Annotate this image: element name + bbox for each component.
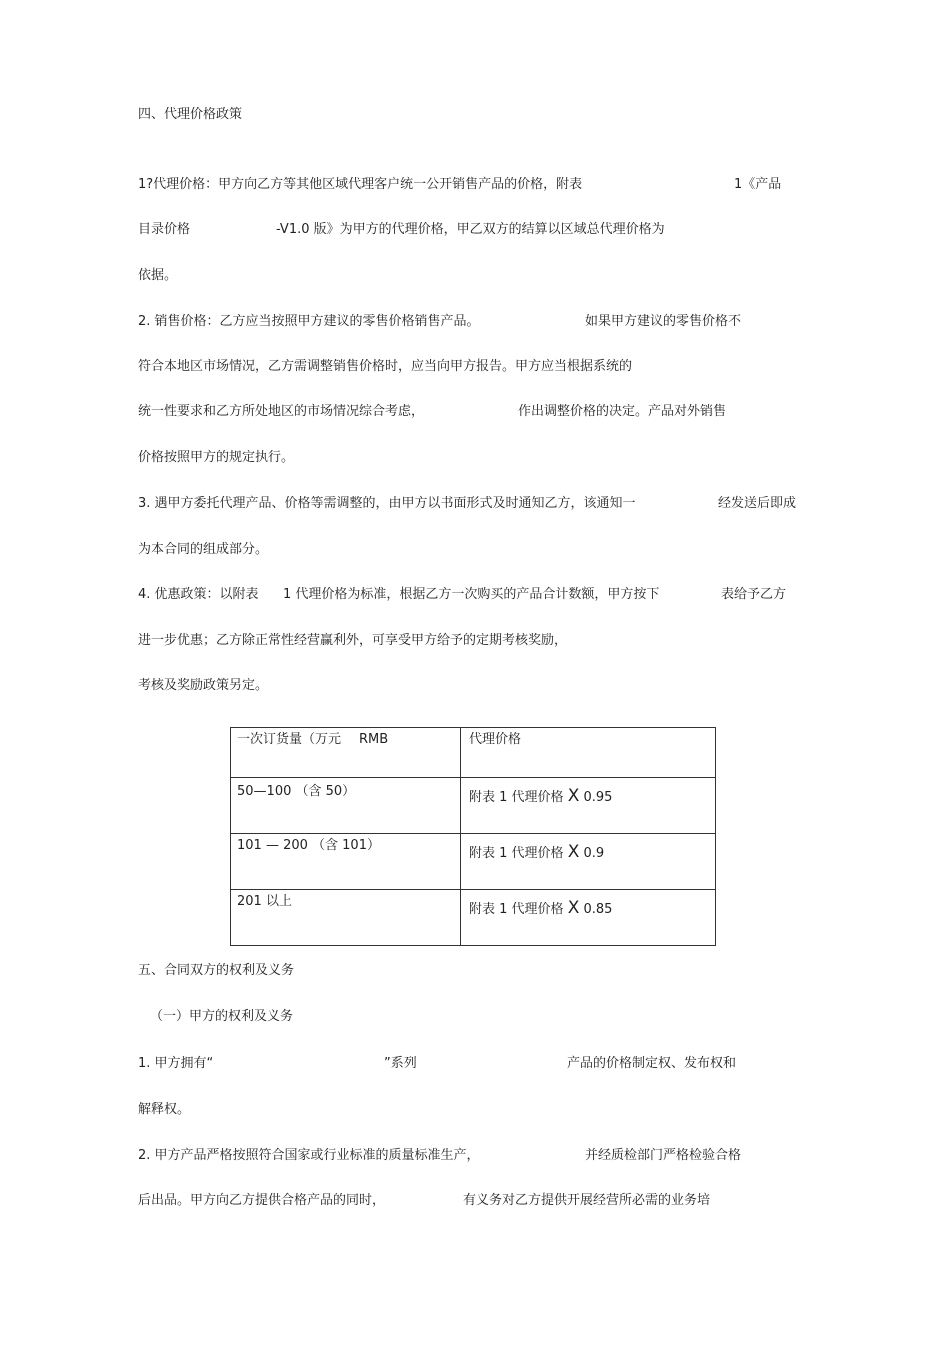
section-five-title: 五、合同双方的权利及义务 <box>138 963 295 978</box>
price-prefix: 附表 1 代理价格 <box>469 790 564 805</box>
f2-line2-a: 后出品。甲方向乙方提供合格产品的同时， <box>138 1193 386 1208</box>
price-cell <box>461 834 716 890</box>
p1-line2-a: 目录价格 <box>138 222 191 237</box>
multiply-sign: X <box>567 898 580 918</box>
f2-line2-b: 有义务对乙方提供开展经营所必需的业务培 <box>463 1193 711 1208</box>
price-prefix: 附表 1 代理价格 <box>469 902 564 917</box>
p3-line1-a: 3. 遇甲方委托代理产品、价格等需调整的，由甲方以书面形式及时通知乙方，该通知一 <box>138 496 636 511</box>
p1-line3: 依据。 <box>138 268 178 283</box>
f1-line2: 解释权。 <box>138 1102 191 1117</box>
price-cell <box>461 778 716 834</box>
p4-line1-a: 4. 优惠政策：以附表 <box>138 587 259 602</box>
header-price-label: 代理价格 <box>469 732 522 747</box>
f1-line1-b: ”系列 <box>384 1056 417 1071</box>
multiply-sign: X <box>567 842 580 862</box>
table-row <box>231 890 716 946</box>
price-factor: 0.85 <box>583 902 613 917</box>
p4-line1-b: 1 代理价格为标准，根据乙方一次购买的产品合计数额，甲方按下 <box>283 587 660 602</box>
p4-line2: 进一步优惠；乙方除正常性经营赢利外，可享受甲方给予的定期考核奖励， <box>138 633 568 648</box>
multiply-sign: X <box>567 786 580 806</box>
f2-line1-b: 并经质检部门严格检验合格 <box>585 1148 742 1163</box>
table-row <box>231 834 716 890</box>
p2-line3-b: 作出调整价格的决定。产品对外销售 <box>518 404 727 419</box>
p4-line3: 考核及奖励政策另定。 <box>138 678 269 693</box>
f1-line1-a: 1. 甲方拥有“ <box>138 1056 214 1071</box>
qty-cell: 201 以上 <box>231 890 461 946</box>
p1-line1-a: 1?代理价格：甲方向乙方等其他区域代理客户统一公开销售产品的价格，附表 <box>138 177 583 192</box>
p2-line4: 价格按照甲方的规定执行。 <box>138 450 295 465</box>
p4-line1-c: 表给予乙方 <box>721 587 787 602</box>
p2-line1-a: 2. 销售价格：乙方应当按照甲方建议的零售价格销售产品。 <box>138 314 480 329</box>
section-four-title: 四、代理价格政策 <box>138 107 243 122</box>
price-prefix: 附表 1 代理价格 <box>469 846 564 861</box>
price-factor: 0.95 <box>583 790 613 805</box>
p3-line1-b: 经发送后即成 <box>718 496 797 511</box>
p2-line3-a: 统一性要求和乙方所处地区的市场情况综合考虑， <box>138 404 425 419</box>
p2-line2: 符合本地区市场情况，乙方需调整销售价格时，应当向甲方报告。甲方应当根据系统的 <box>138 359 633 374</box>
p2-line1-b: 如果甲方建议的零售价格不 <box>585 314 742 329</box>
discount-table <box>230 727 716 946</box>
f1-line1-c: 产品的价格制定权、发布权和 <box>567 1056 737 1071</box>
qty-cell: 50—100 （含 50） <box>231 778 461 834</box>
p3-line2: 为本合同的组成部分。 <box>138 542 269 557</box>
f2-line1-a: 2. 甲方产品严格按照符合国家或行业标准的质量标准生产， <box>138 1148 480 1163</box>
p1-line2-b: -V1.0 版》为甲方的代理价格，甲乙双方的结算以区域总代理价格为 <box>276 222 665 237</box>
price-cell <box>461 890 716 946</box>
p1-line1-b: 1《产品 <box>734 177 782 192</box>
price-factor: 0.9 <box>583 846 605 861</box>
qty-cell: 101 — 200 （含 101） <box>231 834 461 890</box>
table-row <box>231 778 716 834</box>
table-header-row <box>231 728 716 778</box>
section-five-subtitle: （一）甲方的权利及义务 <box>150 1009 294 1024</box>
header-cell-price <box>461 728 716 778</box>
header-quantity-label: 一次订货量（万元 <box>237 732 342 747</box>
header-currency: RMB <box>359 732 389 747</box>
header-cell-quantity <box>231 728 461 778</box>
